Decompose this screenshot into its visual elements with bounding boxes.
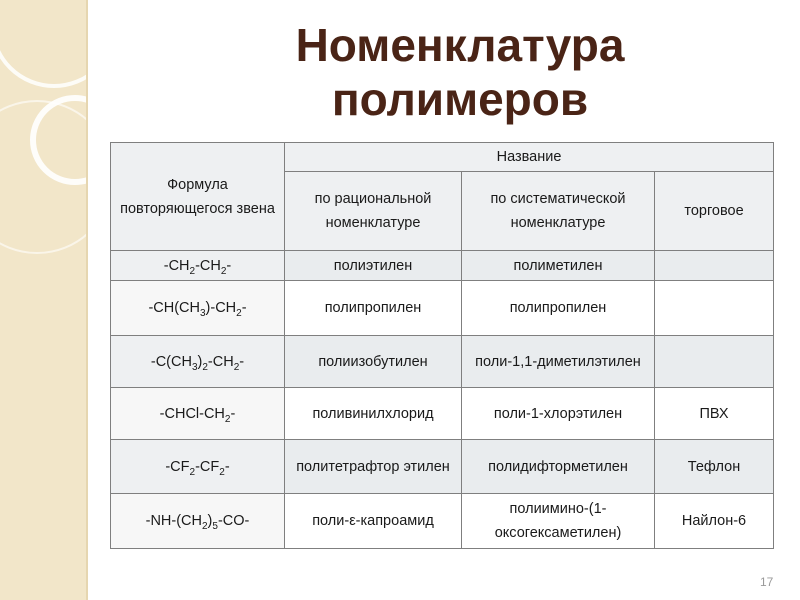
systematic-cell: полипропилен — [462, 281, 655, 336]
trade-cell — [655, 336, 774, 388]
rational-cell: полиэтилен — [285, 251, 462, 281]
formula-part: )-CH — [205, 300, 237, 316]
trade-cell: Найлон-6 — [655, 494, 774, 549]
formula-subscript: 5 — [212, 520, 218, 532]
formula-part: -CF — [195, 458, 220, 475]
formula-part: -CH — [207, 353, 234, 370]
strip-divider — [86, 0, 88, 600]
rational-cell: полиизобутилен — [285, 336, 462, 388]
trade-cell — [655, 251, 774, 281]
table-row — [111, 336, 774, 388]
rational-cell: полипропилен — [285, 281, 462, 336]
page-number: 17 — [760, 575, 774, 589]
rational-cell: политетрафтор этилен — [285, 440, 462, 494]
trade-cell: Тефлон — [655, 440, 774, 494]
formula-part: -CO- — [217, 513, 250, 529]
header-trade: торговое — [655, 172, 774, 251]
table-row — [111, 281, 774, 336]
table-row — [111, 494, 774, 549]
systematic-cell: полидифторметилен — [462, 440, 655, 494]
formula-part: -CF — [165, 458, 190, 475]
formula-part: - — [230, 405, 236, 422]
formula-subscript: 3 — [191, 361, 198, 373]
rational-cell: поливинилхлорид — [285, 388, 462, 440]
formula-part: ) — [207, 513, 213, 529]
decorative-side-strip — [0, 0, 88, 600]
table-row — [111, 440, 774, 494]
formula-cell — [111, 251, 285, 281]
header-rational: по рациональной номенклатуре — [285, 172, 462, 251]
formula-subscript: 2 — [219, 466, 225, 478]
formula-subscript: 2 — [189, 466, 196, 478]
formula-part: ) — [197, 353, 203, 370]
systematic-cell: полиметилен — [462, 251, 655, 281]
formula-subscript: 2 — [189, 265, 196, 277]
rational-cell: поли-ε-капроамид — [285, 494, 462, 549]
formula-part: - — [226, 257, 232, 274]
header-systematic: по систематической номенклатуре — [462, 172, 655, 251]
formula-subscript: 2 — [201, 520, 208, 532]
formula-part: -CH — [163, 257, 190, 274]
formula-subscript: 2 — [220, 265, 227, 277]
systematic-cell: поли-1,1-диметилэтилен — [462, 336, 655, 388]
header-name-group: Название — [285, 143, 774, 172]
formula-part: -C(CH — [150, 353, 192, 370]
trade-cell: ПВХ — [655, 388, 774, 440]
formula-part: -NH-(CH — [145, 513, 202, 529]
formula-part: - — [224, 458, 230, 475]
formula-cell — [111, 494, 285, 549]
formula-subscript: 2 — [236, 307, 242, 319]
formula-part: -CHCl-CH — [159, 405, 225, 422]
systematic-cell: полиимино-(1-оксогексаметилен) — [462, 494, 655, 549]
formula-subscript: 3 — [199, 307, 206, 319]
table-body — [111, 251, 774, 549]
table-row — [111, 388, 774, 440]
header-row — [111, 143, 774, 172]
formula-part: -CH(CH — [148, 300, 200, 316]
title-line-1: Номенклатура — [295, 19, 625, 71]
slide-title — [200, 18, 720, 126]
systematic-cell: поли-1-хлорэтилен — [462, 388, 655, 440]
nomenclature-table — [110, 142, 774, 549]
formula-cell — [111, 440, 285, 494]
trade-cell — [655, 281, 774, 336]
formula-cell — [111, 336, 285, 388]
formula-part: - — [239, 353, 245, 370]
formula-subscript: 2 — [224, 413, 231, 425]
title-line-2: полимеров — [331, 73, 589, 125]
header-formula: Формула повторяющегося звена — [111, 143, 285, 251]
formula-part: - — [241, 300, 247, 316]
decorative-ring — [0, 0, 88, 88]
formula-subscript: 2 — [233, 361, 240, 373]
formula-cell — [111, 388, 285, 440]
table-row — [111, 251, 774, 281]
formula-subscript: 2 — [202, 361, 208, 373]
formula-cell — [111, 281, 285, 336]
formula-part: -CH — [195, 257, 221, 274]
